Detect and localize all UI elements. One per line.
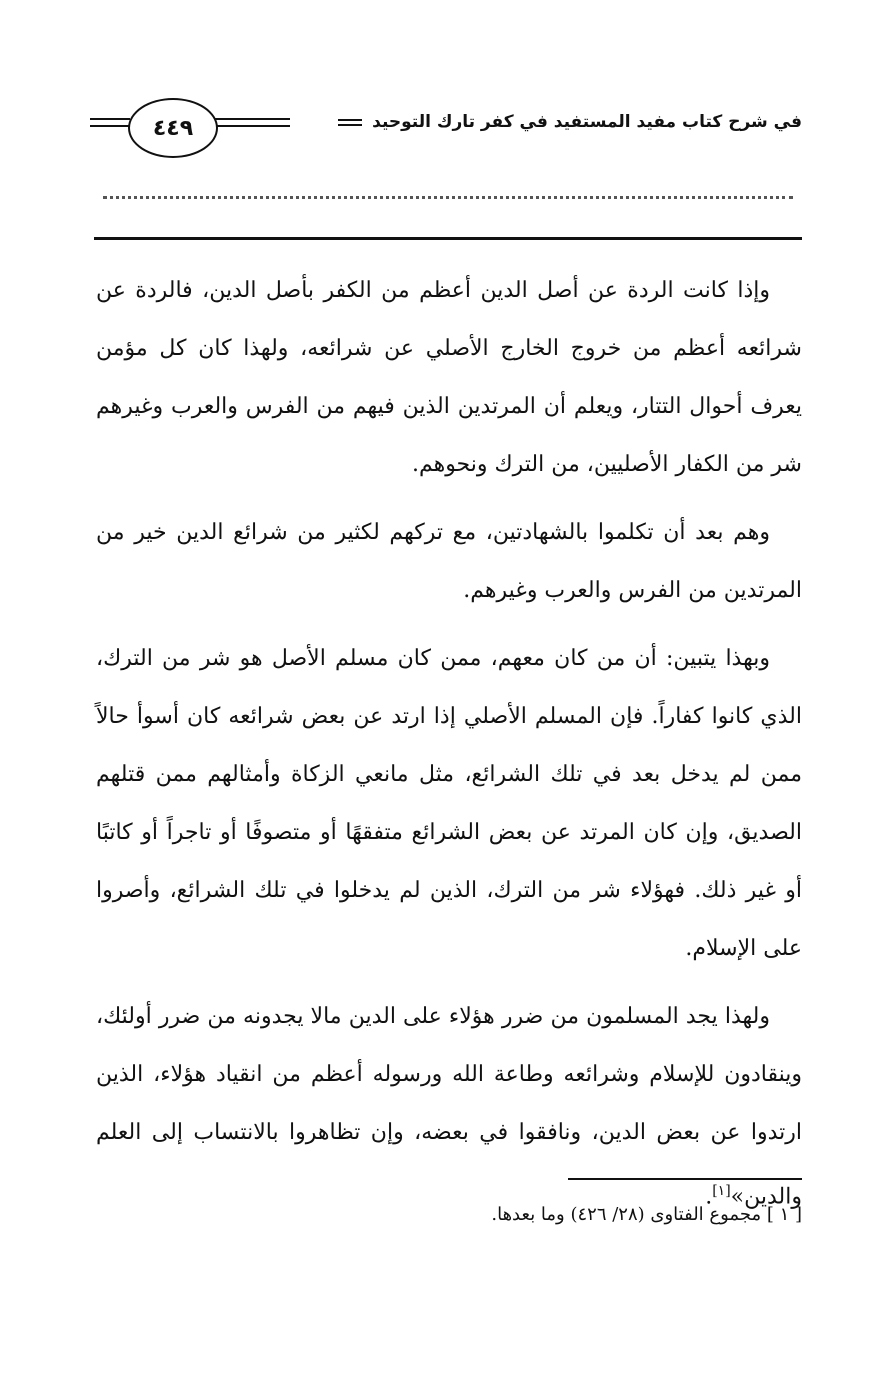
running-title xyxy=(338,112,802,132)
page-number: ٤٤٩ xyxy=(128,98,218,158)
paragraph: وهم بعد أن تكلموا بالشهادتين، مع تركهم لكثير من شرائع الدين خير من المرتدين من الفرس والعرب وغيرهم. xyxy=(96,520,802,603)
page-header xyxy=(90,94,802,160)
page-number-ornament xyxy=(90,94,295,160)
paragraph: وإذا كانت الردة عن أصل الدين أعظم من الكفر بأصل الدين، فالردة عن شرائعه أعظم من خروج الخارج الأصلي عن شرائعه، ولهذا كان كل مؤمن يعرف أحوال التتار، ويعلم أن المرتدين الذين فيهم من الفرس والعرب وغيرهم شر من الكفار الأصليين، من الترك ونحوهم. xyxy=(96,278,802,477)
top-rule xyxy=(94,237,802,240)
ornament-line xyxy=(90,118,130,120)
title-rule-icon xyxy=(338,119,362,126)
running-title-text: في شرح كتاب مفيد المستفيد في كفر تارك التوحيد xyxy=(372,112,802,132)
paragraph-end: . xyxy=(705,1184,713,1210)
dotted-separator xyxy=(103,196,793,199)
ornament-line xyxy=(212,125,290,127)
ornament-line xyxy=(90,125,130,127)
ornament-line xyxy=(212,118,290,120)
footnote-ref: [١] xyxy=(712,1183,731,1199)
footnote: [ ١ ] مجموع الفتاوى (٢٨/ ٤٢٦) وما بعدها. xyxy=(491,1204,802,1225)
paragraph xyxy=(96,988,802,1226)
paragraph-text: ولهذا يجد المسلمون من ضرر هؤلاء على الدين مالا يجدونه من ضرر أولئك، وينقادون للإسلام وشرائعه وطاعة الله ورسوله أعظم من انقياد هؤلاء، الذين ارتدوا عن بعض الدين، ونافقوا في بعضه، وإن تظاهروا بالانتساب إلى العلم والدين» xyxy=(96,1004,802,1210)
footnote-rule xyxy=(568,1178,802,1180)
body-text xyxy=(96,262,802,1236)
paragraph: وبهذا يتبين: أن من كان معهم، ممن كان مسلم الأصل هو شر من الترك، الذي كانوا كفاراً. فإن المسلم الأصلي إذا ارتد عن بعض شرائعه كان أسوأ حالاً ممن لم يدخل بعد في تلك الشرائع، مثل مانعي الزكاة وأمثالهم ممن قتلهم الصديق، وإن كان المرتد عن بعض الشرائع متفقهًا أو متصوفًا أو تاجراً أو كاتبًا أو غير ذلك. فهؤلاء شر من الترك، الذين لم يدخلوا في تلك الشرائع، وأصروا على الإسلام. xyxy=(96,646,802,961)
